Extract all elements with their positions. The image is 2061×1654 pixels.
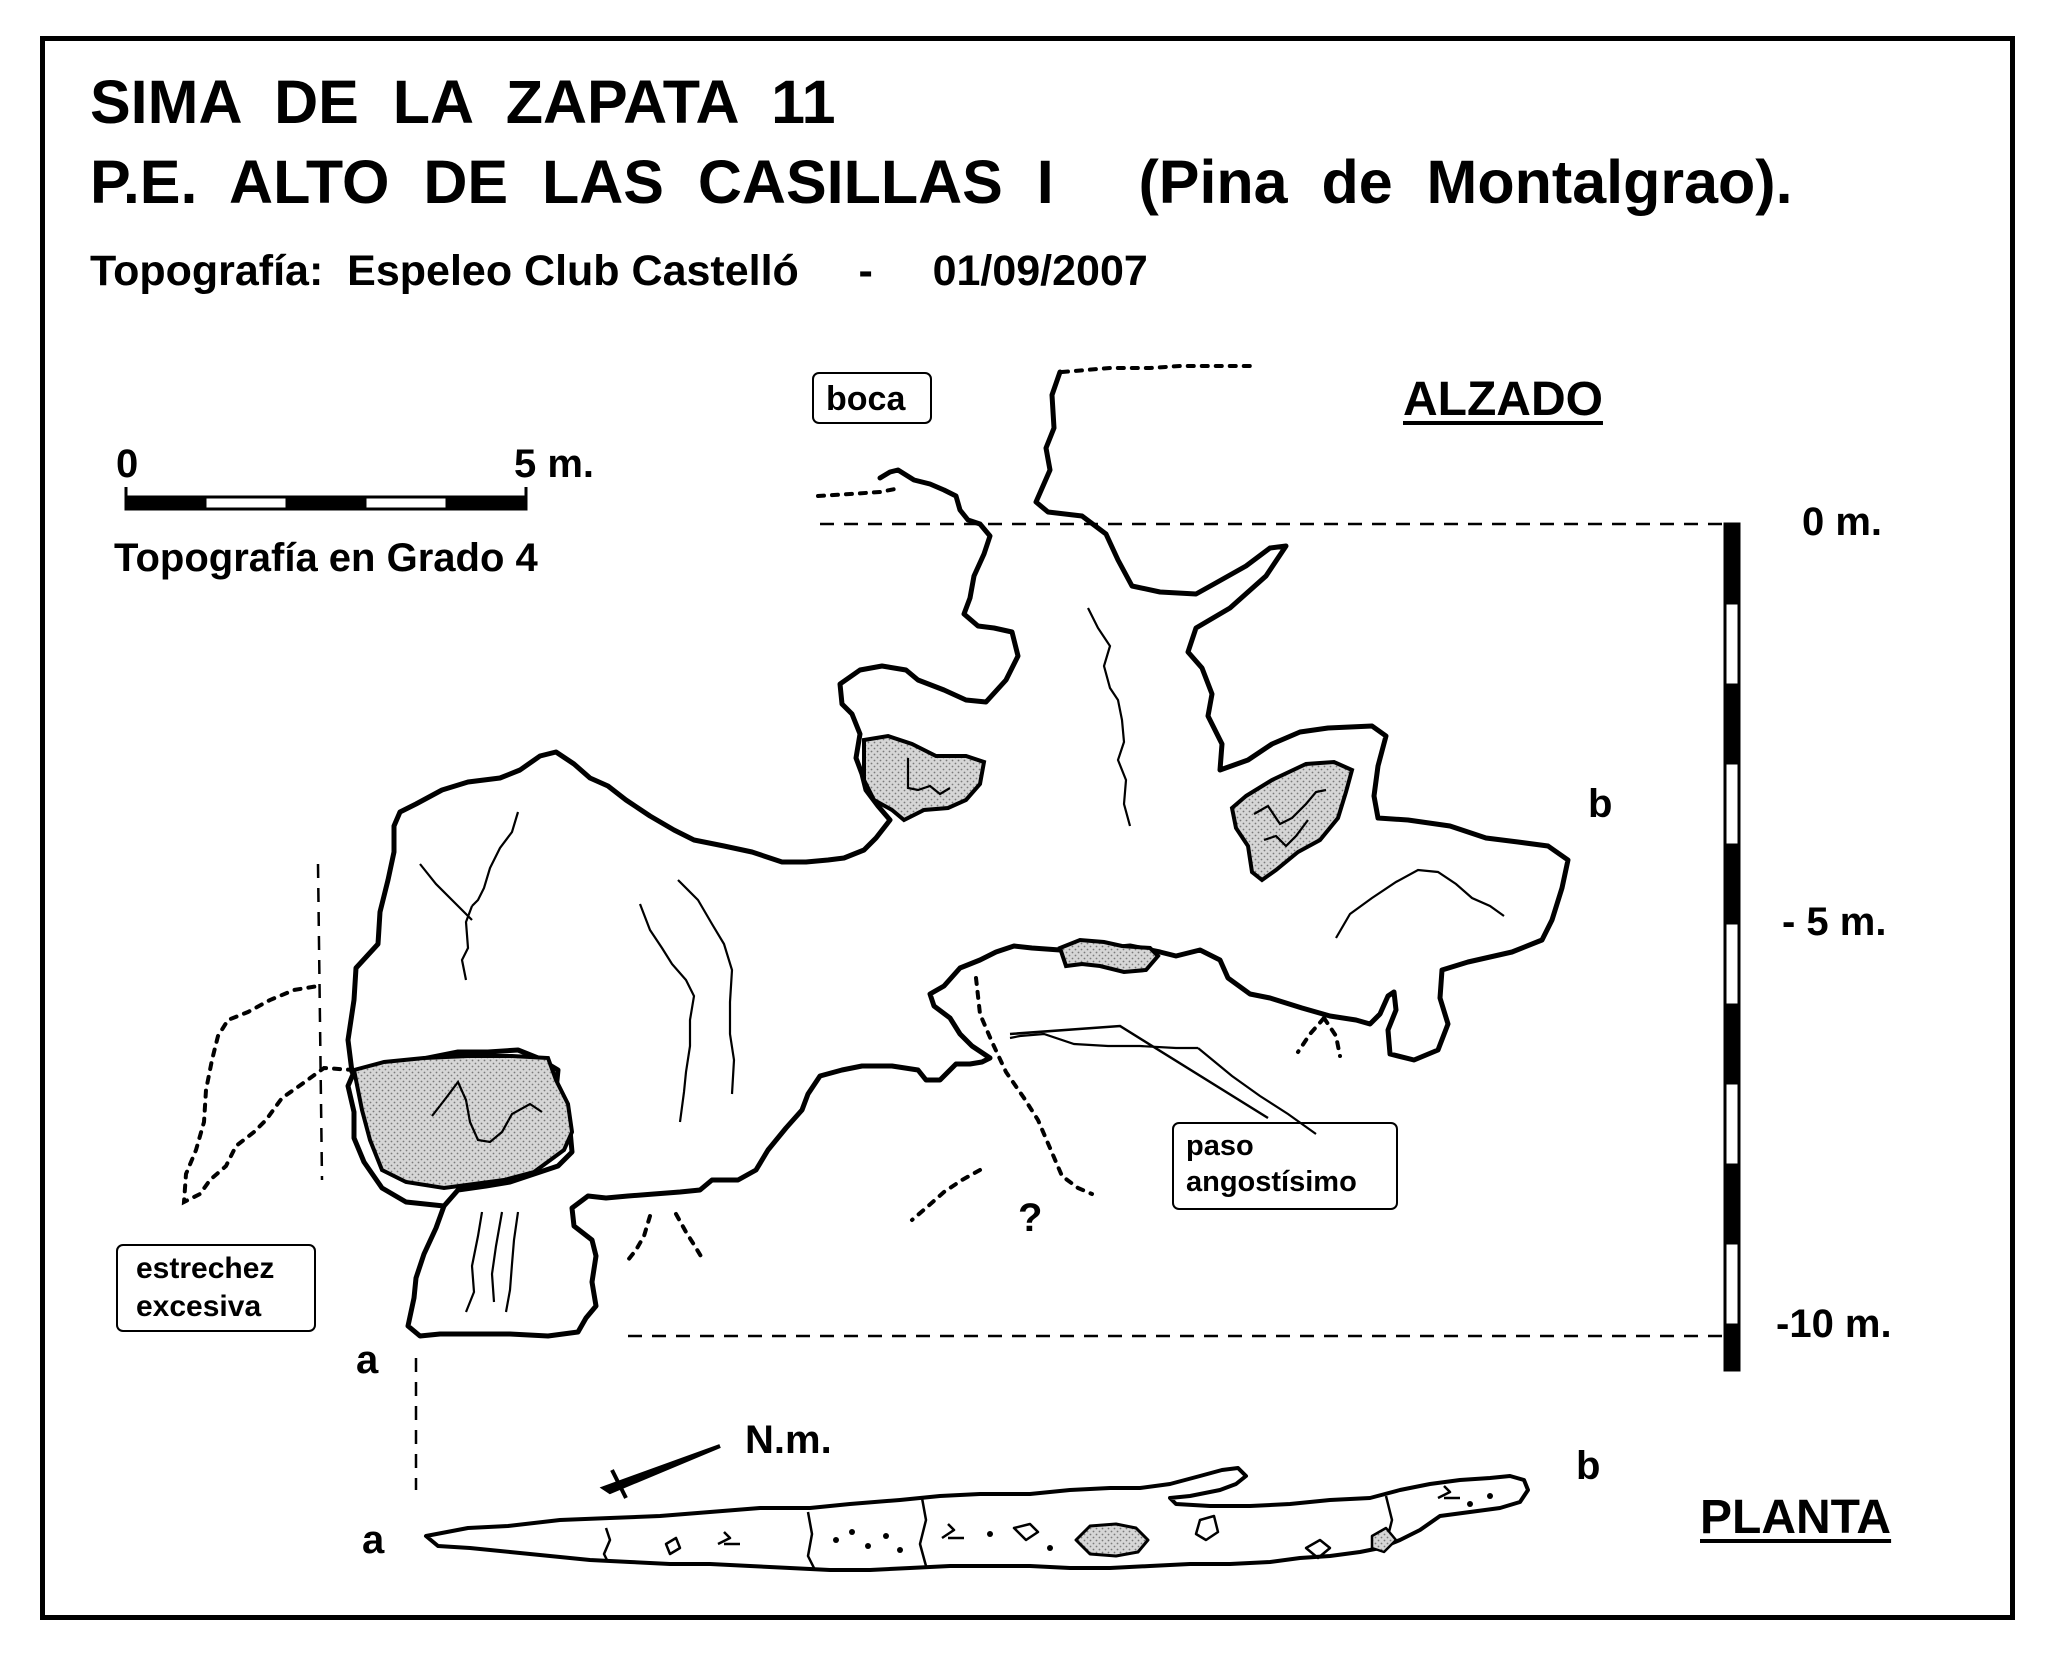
section-marker-a-elevation: a — [356, 1338, 379, 1382]
map-title-line-1: SIMA DE LA ZAPATA 11 — [90, 68, 836, 136]
flowstone-marks — [420, 608, 1504, 1312]
north-arrow-icon — [604, 1446, 720, 1498]
section-marker-b-plan: b — [1576, 1444, 1601, 1488]
scale-bar-start-label: 0 — [116, 442, 139, 486]
depth-label-5m: - 5 m. — [1782, 900, 1887, 944]
depth-label-10m: -10 m. — [1776, 1302, 1892, 1346]
depth-label-0m: 0 m. — [1802, 500, 1883, 544]
plan-heading: PLANTA — [1700, 1491, 1892, 1544]
reference-lines — [318, 524, 1725, 1490]
survey-credits: Topografía: Espeleo Club Castelló - 01/09/2007 — [90, 247, 1148, 295]
tight-passage-label-line-1: paso — [1186, 1130, 1254, 1162]
too-narrow-label-line-1: estrechez — [136, 1252, 275, 1285]
scale-bar-caption: Topografía en Grado 4 — [114, 536, 538, 580]
tight-passage-pointer — [1010, 1026, 1268, 1118]
plan-view — [426, 1468, 1528, 1570]
map-title-line-2: P.E. ALTO DE LAS CASILLAS I (Pina de Montalgrao). — [90, 148, 1793, 216]
section-marker-a-plan: a — [362, 1518, 385, 1562]
elevation-outline — [348, 372, 1568, 1336]
unknown-continuation-mark: ? — [1018, 1196, 1043, 1240]
rock-masses — [354, 736, 1352, 1188]
scale-bar — [126, 487, 526, 509]
elevation-heading: ALZADO — [1403, 373, 1603, 426]
entrance-label: boca — [826, 380, 906, 418]
magnetic-north-label: N.m. — [745, 1418, 832, 1462]
scale-bar-end-label: 5 m. — [514, 442, 595, 486]
section-marker-b-elevation: b — [1588, 782, 1613, 826]
depth-scale — [1725, 524, 1739, 1370]
tight-passage-label-line-2: angostísimo — [1186, 1166, 1357, 1198]
too-narrow-label-line-2: excesiva — [136, 1290, 262, 1323]
